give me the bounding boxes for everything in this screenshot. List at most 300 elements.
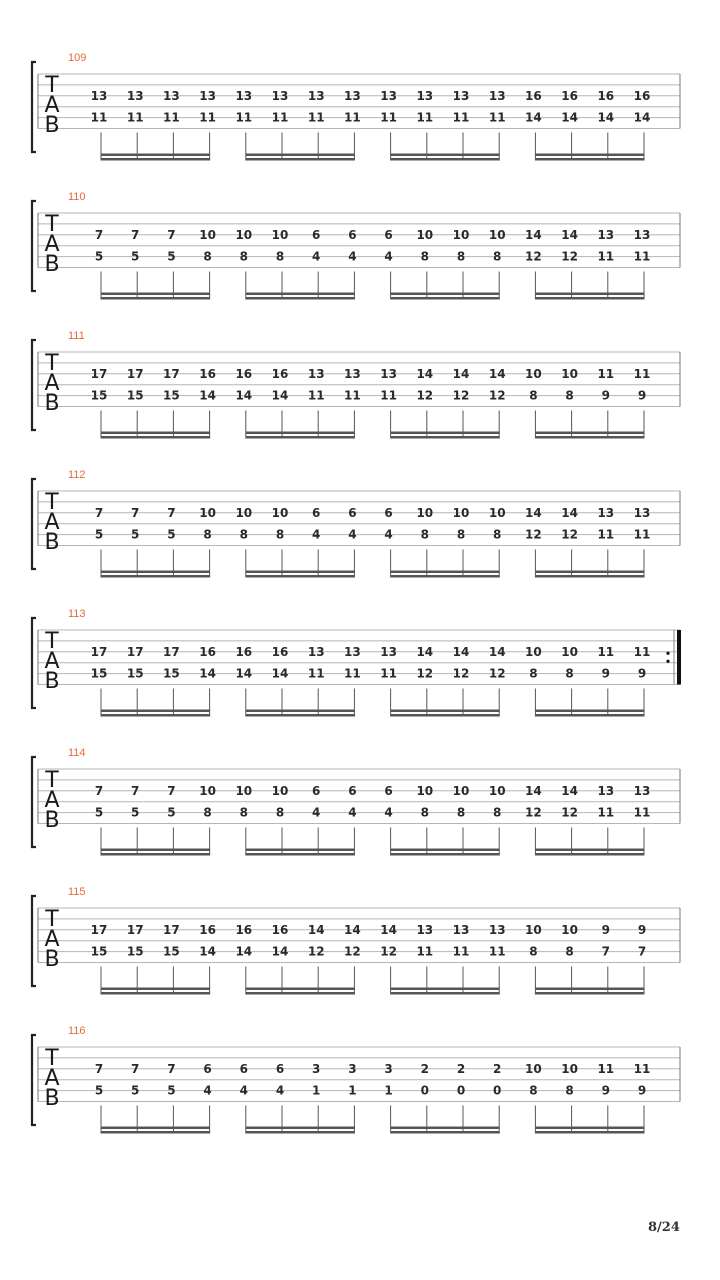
fret-number: 17: [126, 366, 144, 381]
beam: [535, 988, 644, 991]
beam: [246, 1131, 355, 1134]
fret-number: 11: [307, 110, 325, 125]
tab-clef-letter: T: [45, 768, 59, 793]
fret-number: 14: [380, 922, 397, 937]
tab-clef-letter: A: [44, 93, 60, 118]
tab-system: [32, 469, 680, 578]
fret-number: 8: [529, 388, 538, 403]
fret-number: 11: [597, 366, 615, 381]
fret-number: 13: [380, 366, 397, 381]
tab-clef-letter: B: [44, 391, 60, 416]
tab-clef-letter: B: [44, 669, 60, 694]
fret-number: 8: [565, 666, 574, 681]
fret-number: 13: [380, 88, 397, 103]
tab-clef-letter: T: [45, 212, 59, 237]
fret-number: 10: [525, 922, 542, 937]
fret-number: 16: [271, 922, 289, 937]
beam: [535, 297, 644, 300]
beam: [101, 293, 210, 296]
fret-number: 0: [456, 1083, 466, 1098]
tab-clef-letter: T: [45, 490, 59, 515]
fret-number: 11: [90, 110, 108, 125]
fret-number: 17: [90, 366, 108, 381]
fret-number: 7: [94, 505, 104, 520]
fret-number: 11: [452, 944, 470, 959]
fret-number: 4: [312, 527, 321, 542]
fret-number: 7: [601, 944, 610, 959]
fret-number: 10: [235, 783, 253, 798]
fret-number: 12: [452, 388, 470, 403]
fret-number: 8: [275, 527, 285, 542]
fret-number: 6: [275, 1061, 285, 1076]
fret-number: 9: [637, 388, 647, 403]
tab-clef-letter: B: [44, 1086, 60, 1111]
fret-number: 16: [199, 922, 216, 937]
repeat-dot: [666, 652, 669, 655]
fret-number: 10: [199, 783, 216, 798]
fret-number: 5: [131, 1083, 140, 1098]
fret-number: 14: [199, 388, 216, 403]
measure-number: 115: [68, 886, 86, 898]
fret-number: 6: [384, 783, 393, 798]
fret-number: 16: [235, 366, 253, 381]
fret-number: 5: [167, 1083, 176, 1098]
measure-number: 112: [68, 469, 86, 481]
fret-number: 8: [239, 249, 248, 264]
fret-number: 14: [199, 944, 216, 959]
fret-number: 8: [529, 666, 538, 681]
fret-number: 16: [235, 644, 253, 659]
fret-number: 6: [312, 227, 321, 242]
beam: [535, 432, 644, 435]
fret-number: 13: [488, 922, 506, 937]
fret-number: 11: [488, 110, 506, 125]
fret-number: 7: [167, 783, 176, 798]
beam: [246, 297, 355, 300]
beam: [246, 992, 355, 995]
fret-number: 6: [348, 783, 357, 798]
beam: [535, 710, 644, 713]
fret-number: 16: [525, 88, 542, 103]
beam: [101, 575, 210, 578]
beam: [391, 849, 500, 852]
fret-number: 5: [94, 527, 104, 542]
fret-number: 13: [126, 88, 144, 103]
fret-number: 10: [561, 1061, 578, 1076]
beam: [391, 571, 500, 574]
fret-number: 3: [312, 1061, 321, 1076]
fret-number: 8: [565, 1083, 574, 1098]
fret-number: 6: [348, 505, 357, 520]
fret-number: 12: [452, 666, 470, 681]
fret-number: 15: [126, 944, 144, 959]
fret-number: 15: [90, 388, 108, 403]
fret-number: 6: [348, 227, 357, 242]
fret-number: 13: [452, 922, 470, 937]
fret-number: 3: [348, 1061, 357, 1076]
fret-number: 10: [235, 227, 253, 242]
fret-number: 15: [163, 388, 180, 403]
fret-number: 11: [416, 110, 434, 125]
fret-number: 5: [131, 527, 140, 542]
fret-number: 13: [597, 783, 615, 798]
fret-number: 6: [384, 227, 393, 242]
fret-number: 1: [384, 1083, 393, 1098]
fret-number: 8: [529, 1083, 538, 1098]
fret-number: 5: [167, 805, 176, 820]
beam: [535, 992, 644, 995]
fret-number: 14: [416, 366, 434, 381]
fret-number: 5: [94, 1083, 104, 1098]
fret-number: 12: [525, 805, 542, 820]
beam: [391, 154, 500, 157]
fret-number: 10: [488, 783, 506, 798]
tab-clef-letter: B: [44, 252, 60, 277]
fret-number: 7: [131, 1061, 140, 1076]
fret-number: 9: [601, 666, 610, 681]
fret-number: 1: [348, 1083, 357, 1098]
beam: [535, 849, 644, 852]
fret-number: 14: [344, 922, 361, 937]
fret-number: 16: [271, 644, 289, 659]
fret-number: 12: [525, 249, 542, 264]
beam: [101, 849, 210, 852]
fret-number: 0: [420, 1083, 429, 1098]
beam: [246, 571, 355, 574]
fret-number: 10: [235, 505, 253, 520]
beam: [391, 297, 500, 300]
fret-number: 11: [235, 110, 253, 125]
fret-number: 11: [633, 1061, 651, 1076]
beam: [246, 293, 355, 296]
beam: [101, 1131, 210, 1134]
fret-number: 11: [633, 366, 651, 381]
tab-system: [32, 747, 680, 856]
beam: [246, 710, 355, 713]
fret-number: 11: [344, 110, 361, 125]
fret-number: 13: [271, 88, 289, 103]
fret-number: 11: [452, 110, 470, 125]
fret-number: 13: [488, 88, 506, 103]
fret-number: 14: [199, 666, 216, 681]
fret-number: 7: [167, 505, 176, 520]
fret-number: 13: [235, 88, 253, 103]
fret-number: 14: [525, 227, 542, 242]
system-bracket: [32, 479, 36, 569]
tab-clef-letter: A: [44, 649, 60, 674]
fret-number: 7: [94, 1061, 104, 1076]
fret-number: 11: [597, 249, 615, 264]
fret-number: 13: [633, 227, 651, 242]
page-number: 8/24: [648, 1220, 680, 1235]
fret-number: 10: [416, 227, 434, 242]
tab-system: [32, 191, 680, 300]
fret-number: 11: [597, 1061, 615, 1076]
fret-number: 6: [312, 505, 321, 520]
fret-number: 11: [597, 527, 615, 542]
beam: [246, 849, 355, 852]
fret-number: 14: [561, 110, 578, 125]
fret-number: 8: [565, 388, 574, 403]
beam: [391, 1131, 500, 1134]
fret-number: 10: [488, 227, 506, 242]
fret-number: 14: [488, 644, 506, 659]
fret-number: 4: [312, 249, 321, 264]
beam: [535, 154, 644, 157]
fret-number: 7: [167, 1061, 176, 1076]
fret-number: 14: [525, 110, 542, 125]
fret-number: 14: [525, 783, 542, 798]
fret-number: 4: [384, 805, 393, 820]
fret-number: 8: [203, 805, 212, 820]
fret-number: 3: [384, 1061, 393, 1076]
system-bracket: [32, 1035, 36, 1125]
fret-number: 5: [131, 805, 140, 820]
fret-number: 11: [597, 644, 615, 659]
measure-number: 110: [68, 191, 86, 203]
fret-number: 4: [203, 1083, 212, 1098]
fret-number: 12: [416, 388, 434, 403]
fret-number: 12: [488, 666, 506, 681]
beam: [101, 992, 210, 995]
fret-number: 14: [488, 366, 506, 381]
fret-number: 14: [561, 227, 578, 242]
beam: [535, 293, 644, 296]
fret-number: 13: [380, 644, 397, 659]
fret-number: 14: [561, 783, 578, 798]
fret-number: 10: [452, 783, 470, 798]
fret-number: 13: [452, 88, 470, 103]
fret-number: 13: [416, 922, 434, 937]
fret-number: 12: [307, 944, 325, 959]
fret-number: 11: [380, 666, 397, 681]
fret-number: 4: [384, 249, 393, 264]
beam: [391, 293, 500, 296]
fret-number: 15: [90, 666, 108, 681]
system-bracket: [32, 618, 36, 708]
beam: [246, 436, 355, 439]
fret-number: 17: [126, 922, 144, 937]
fret-number: 10: [271, 783, 289, 798]
fret-number: 7: [94, 783, 104, 798]
tab-system: [32, 886, 680, 995]
fret-number: 12: [561, 527, 578, 542]
fret-number: 13: [163, 88, 180, 103]
beam: [535, 571, 644, 574]
beam: [535, 575, 644, 578]
fret-number: 9: [637, 922, 647, 937]
measure-number: 113: [68, 608, 86, 620]
fret-number: 16: [199, 366, 216, 381]
tab-clef-letter: B: [44, 113, 60, 138]
fret-number: 7: [131, 227, 140, 242]
tab-clef-letter: B: [44, 947, 60, 972]
fret-number: 10: [488, 505, 506, 520]
beam: [535, 1131, 644, 1134]
fret-number: 13: [344, 88, 361, 103]
beam: [101, 436, 210, 439]
fret-number: 13: [597, 227, 615, 242]
fret-number: 10: [525, 644, 542, 659]
fret-number: 15: [90, 944, 108, 959]
fret-number: 10: [271, 505, 289, 520]
fret-number: 11: [271, 110, 289, 125]
measure-number: 114: [68, 747, 86, 759]
fret-number: 5: [167, 527, 176, 542]
beam: [101, 571, 210, 574]
measure-number: 111: [68, 330, 85, 342]
fret-number: 11: [633, 805, 651, 820]
fret-number: 11: [633, 527, 651, 542]
fret-number: 10: [271, 227, 289, 242]
fret-number: 14: [452, 366, 470, 381]
fret-number: 10: [199, 227, 216, 242]
fret-number: 13: [199, 88, 216, 103]
fret-number: 16: [199, 644, 216, 659]
fret-number: 8: [456, 249, 466, 264]
beam: [391, 988, 500, 991]
beam: [101, 432, 210, 435]
fret-number: 14: [271, 944, 289, 959]
fret-number: 4: [348, 805, 357, 820]
fret-number: 14: [597, 110, 615, 125]
beam: [391, 1127, 500, 1130]
system-bracket: [32, 757, 36, 847]
fret-number: 10: [416, 505, 434, 520]
fret-number: 10: [416, 783, 434, 798]
beam: [391, 575, 500, 578]
fret-number: 8: [565, 944, 574, 959]
fret-number: 14: [416, 644, 434, 659]
beam: [246, 988, 355, 991]
fret-number: 11: [380, 388, 397, 403]
fret-number: 4: [384, 527, 393, 542]
fret-number: 8: [420, 805, 429, 820]
repeat-dot: [666, 660, 669, 663]
fret-number: 16: [633, 88, 651, 103]
system-bracket: [32, 340, 36, 430]
fret-number: 11: [416, 944, 434, 959]
system-bracket: [32, 201, 36, 291]
tab-clef-letter: B: [44, 530, 60, 555]
beam: [391, 853, 500, 856]
fret-number: 11: [307, 666, 325, 681]
beam: [535, 436, 644, 439]
fret-number: 11: [199, 110, 216, 125]
tab-clef-letter: T: [45, 351, 59, 376]
fret-number: 8: [239, 805, 248, 820]
fret-number: 13: [90, 88, 108, 103]
tab-system: [32, 608, 681, 717]
fret-number: 2: [456, 1061, 466, 1076]
fret-number: 7: [94, 227, 104, 242]
fret-number: 13: [307, 88, 325, 103]
fret-number: 14: [307, 922, 325, 937]
fret-number: 8: [420, 527, 429, 542]
fret-number: 5: [167, 249, 176, 264]
fret-number: 14: [525, 505, 542, 520]
beam: [101, 988, 210, 991]
beam: [535, 714, 644, 717]
beam: [101, 154, 210, 157]
fret-number: 9: [637, 666, 647, 681]
fret-number: 12: [561, 805, 578, 820]
fret-number: 8: [203, 249, 212, 264]
fret-number: 11: [344, 388, 361, 403]
fret-number: 8: [456, 805, 466, 820]
fret-number: 6: [312, 783, 321, 798]
fret-number: 5: [94, 805, 104, 820]
fret-number: 11: [633, 644, 651, 659]
tab-clef-letter: T: [45, 907, 59, 932]
fret-number: 8: [420, 249, 429, 264]
fret-number: 4: [239, 1083, 248, 1098]
measure-number: 109: [68, 52, 87, 64]
fret-number: 13: [416, 88, 434, 103]
fret-number: 14: [452, 644, 470, 659]
fret-number: 2: [420, 1061, 429, 1076]
fret-number: 17: [163, 366, 180, 381]
fret-number: 5: [94, 249, 104, 264]
fret-number: 8: [275, 249, 285, 264]
fret-number: 11: [307, 388, 325, 403]
fret-number: 10: [452, 227, 470, 242]
fret-number: 8: [456, 527, 466, 542]
tab-system: [32, 330, 680, 439]
system-bracket: [32, 62, 36, 152]
fret-number: 7: [167, 227, 176, 242]
fret-number: 8: [493, 805, 502, 820]
fret-number: 17: [90, 644, 108, 659]
fret-number: 4: [348, 249, 357, 264]
fret-number: 8: [493, 527, 502, 542]
fret-number: 11: [488, 944, 506, 959]
fret-number: 12: [416, 666, 434, 681]
fret-number: 15: [163, 944, 180, 959]
fret-number: 6: [239, 1061, 248, 1076]
fret-number: 12: [561, 249, 578, 264]
fret-number: 16: [597, 88, 615, 103]
fret-number: 8: [529, 944, 538, 959]
beam: [391, 992, 500, 995]
fret-number: 14: [271, 388, 289, 403]
tab-clef-letter: A: [44, 510, 60, 535]
fret-number: 10: [525, 366, 542, 381]
fret-number: 11: [344, 666, 361, 681]
fret-number: 11: [126, 110, 144, 125]
fret-number: 8: [239, 527, 248, 542]
beam: [101, 853, 210, 856]
beam: [535, 1127, 644, 1130]
fret-number: 14: [235, 388, 253, 403]
tab-system: [32, 1025, 680, 1134]
fret-number: 12: [344, 944, 361, 959]
beam: [391, 436, 500, 439]
fret-number: 10: [561, 366, 578, 381]
fret-number: 17: [126, 644, 144, 659]
fret-number: 16: [235, 922, 253, 937]
tab-clef-letter: T: [45, 73, 59, 98]
tab-clef-letter: T: [45, 629, 59, 654]
fret-number: 17: [90, 922, 108, 937]
fret-number: 7: [131, 783, 140, 798]
fret-number: 13: [307, 644, 325, 659]
fret-number: 6: [384, 505, 393, 520]
fret-number: 14: [235, 944, 253, 959]
tab-clef-letter: A: [44, 232, 60, 257]
fret-number: 13: [633, 783, 651, 798]
fret-number: 16: [271, 366, 289, 381]
